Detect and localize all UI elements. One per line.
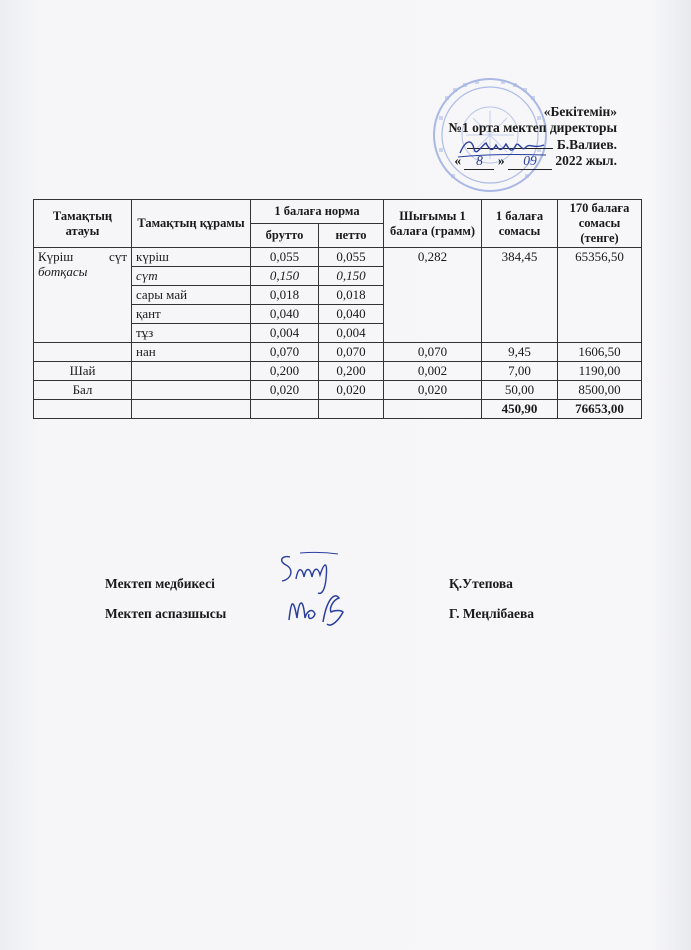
ingredient-name: күріш xyxy=(132,248,251,267)
table-row: Күріш сүт ботқасы күріш 0,055 0,055 0,282 384,45 65356,50 xyxy=(34,248,642,267)
director-signature xyxy=(456,135,548,161)
dish1-per-child: 384,45 xyxy=(482,248,558,343)
table-row: тұз 0,004 0,004 xyxy=(34,324,642,343)
approval-title: «Бекітемін» xyxy=(543,104,617,119)
director-name: Б.Валиев. xyxy=(556,137,617,152)
dish-name: Шай xyxy=(34,362,132,381)
dish1-per-170: 65356,50 xyxy=(558,248,642,343)
cook-name: Г. Меңлібаева xyxy=(449,606,535,621)
menu-table xyxy=(33,199,642,419)
ingredient-name: қант xyxy=(132,305,251,324)
dish-name: Бал xyxy=(34,381,132,400)
approval-date-month: 09 xyxy=(508,153,552,170)
cook-signature xyxy=(283,588,353,630)
ingredient-name: сүт xyxy=(132,267,251,286)
total-per-170: 76653,00 xyxy=(558,400,642,419)
table-row: сүт 0,150 0,150 xyxy=(34,267,642,286)
header-consumption: Шығымы 1 балаға (грамм) xyxy=(384,200,482,248)
ingredient-name: сары май xyxy=(132,286,251,305)
approval-date-year: 2022 жыл. xyxy=(555,153,617,168)
header-net: нетто xyxy=(319,224,384,248)
header-composition: Тамақтың құрамы xyxy=(132,200,251,248)
approval-date: « 8 » 09 2022 жыл. xyxy=(454,153,617,168)
dish1-consumption: 0,282 xyxy=(384,248,482,343)
table-row-bread: нан 0,070 0,070 0,070 9,45 1606,50 xyxy=(34,343,642,362)
header-dish: Тамақтың атауы xyxy=(34,200,132,248)
approval-position: №1 орта мектеп директоры xyxy=(448,120,617,135)
cook-role: Мектеп аспазшысы xyxy=(105,606,227,621)
table-row: қант 0,040 0,040 xyxy=(34,305,642,324)
ingredient-name: тұз xyxy=(132,324,251,343)
dish-name-cell: Күріш сүт ботқасы xyxy=(34,248,132,343)
ingredient-name: нан xyxy=(132,343,251,362)
approval-date-day: 8 xyxy=(464,153,494,170)
table-row-honey: Бал 0,020 0,020 0,020 50,00 8500,00 xyxy=(34,381,642,400)
header-per-child: 1 балаға сомасы xyxy=(482,200,558,248)
table-row: сары май 0,018 0,018 xyxy=(34,286,642,305)
table-row-total xyxy=(34,400,642,419)
nurse-name: Қ.Утепова xyxy=(449,576,513,591)
nurse-role: Мектеп медбикесі xyxy=(105,576,215,591)
header-per-170: 170 балаға сомасы (тенге) xyxy=(558,200,642,248)
header-norm: 1 балаға норма xyxy=(251,200,384,224)
total-per-child: 450,90 xyxy=(482,400,558,419)
table-row-tea: Шай 0,200 0,200 0,002 7,00 1190,00 xyxy=(34,362,642,381)
header-gross: брутто xyxy=(251,224,319,248)
